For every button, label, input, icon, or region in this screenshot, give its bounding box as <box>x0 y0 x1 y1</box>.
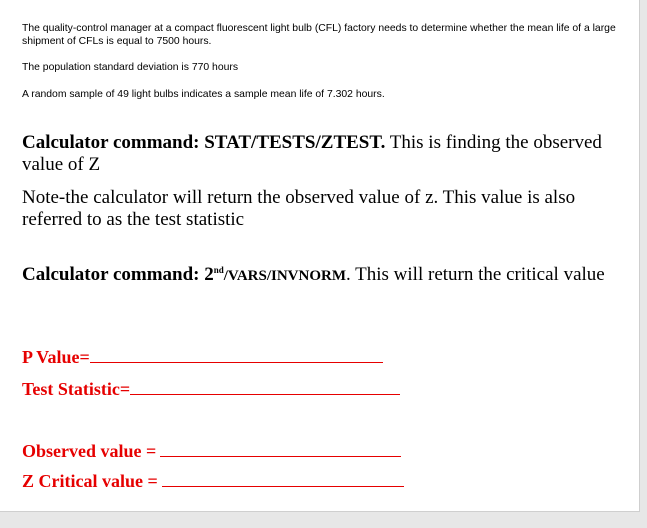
invnorm-command-description: . This will return the critical value <box>346 264 605 285</box>
ztest-command-instruction <box>22 132 622 176</box>
z-critical-label: Z Critical value = <box>22 471 158 491</box>
ztest-command-bold: Calculator command: STAT/TESTS/ZTEST. <box>22 132 386 153</box>
p-value-label: P Value= <box>22 347 90 367</box>
z-critical-blank[interactable] <box>162 470 404 487</box>
invnorm-command-bold: Calculator command: 2 <box>22 264 214 285</box>
problem-intro: The quality-control manager at a compact fluorescent light bulb (CFL) factory needs to determine whether the mean life of a large shipment of CFLs is equal to 7500 hours. <box>22 23 616 47</box>
p-value-answer-line <box>22 346 383 367</box>
invnorm-command-instruction <box>22 259 622 287</box>
observed-value-blank[interactable] <box>160 440 401 457</box>
population-sd-text: The population standard deviation is 770 hours <box>22 62 239 73</box>
invnorm-command-path: /VARS/INVNORM <box>223 268 346 284</box>
sample-text: A random sample of 49 light bulbs indicates a sample mean life of 7.302 hours. <box>22 89 385 100</box>
test-statistic-blank[interactable] <box>130 378 400 395</box>
calculator-note: Note-the calculator will return the observed value of z. This value is also referred to as the test statistic <box>22 187 576 230</box>
p-value-blank[interactable] <box>90 346 383 363</box>
ordinal-superscript: nd <box>213 265 224 275</box>
observed-value-label: Observed value = <box>22 441 157 461</box>
ztest-command-description: This is finding the observed value of Z <box>22 132 602 175</box>
z-critical-answer-line <box>22 470 404 491</box>
test-statistic-answer-line <box>22 378 400 399</box>
test-statistic-label: Test Statistic= <box>22 379 131 399</box>
observed-value-answer-line <box>22 440 401 461</box>
